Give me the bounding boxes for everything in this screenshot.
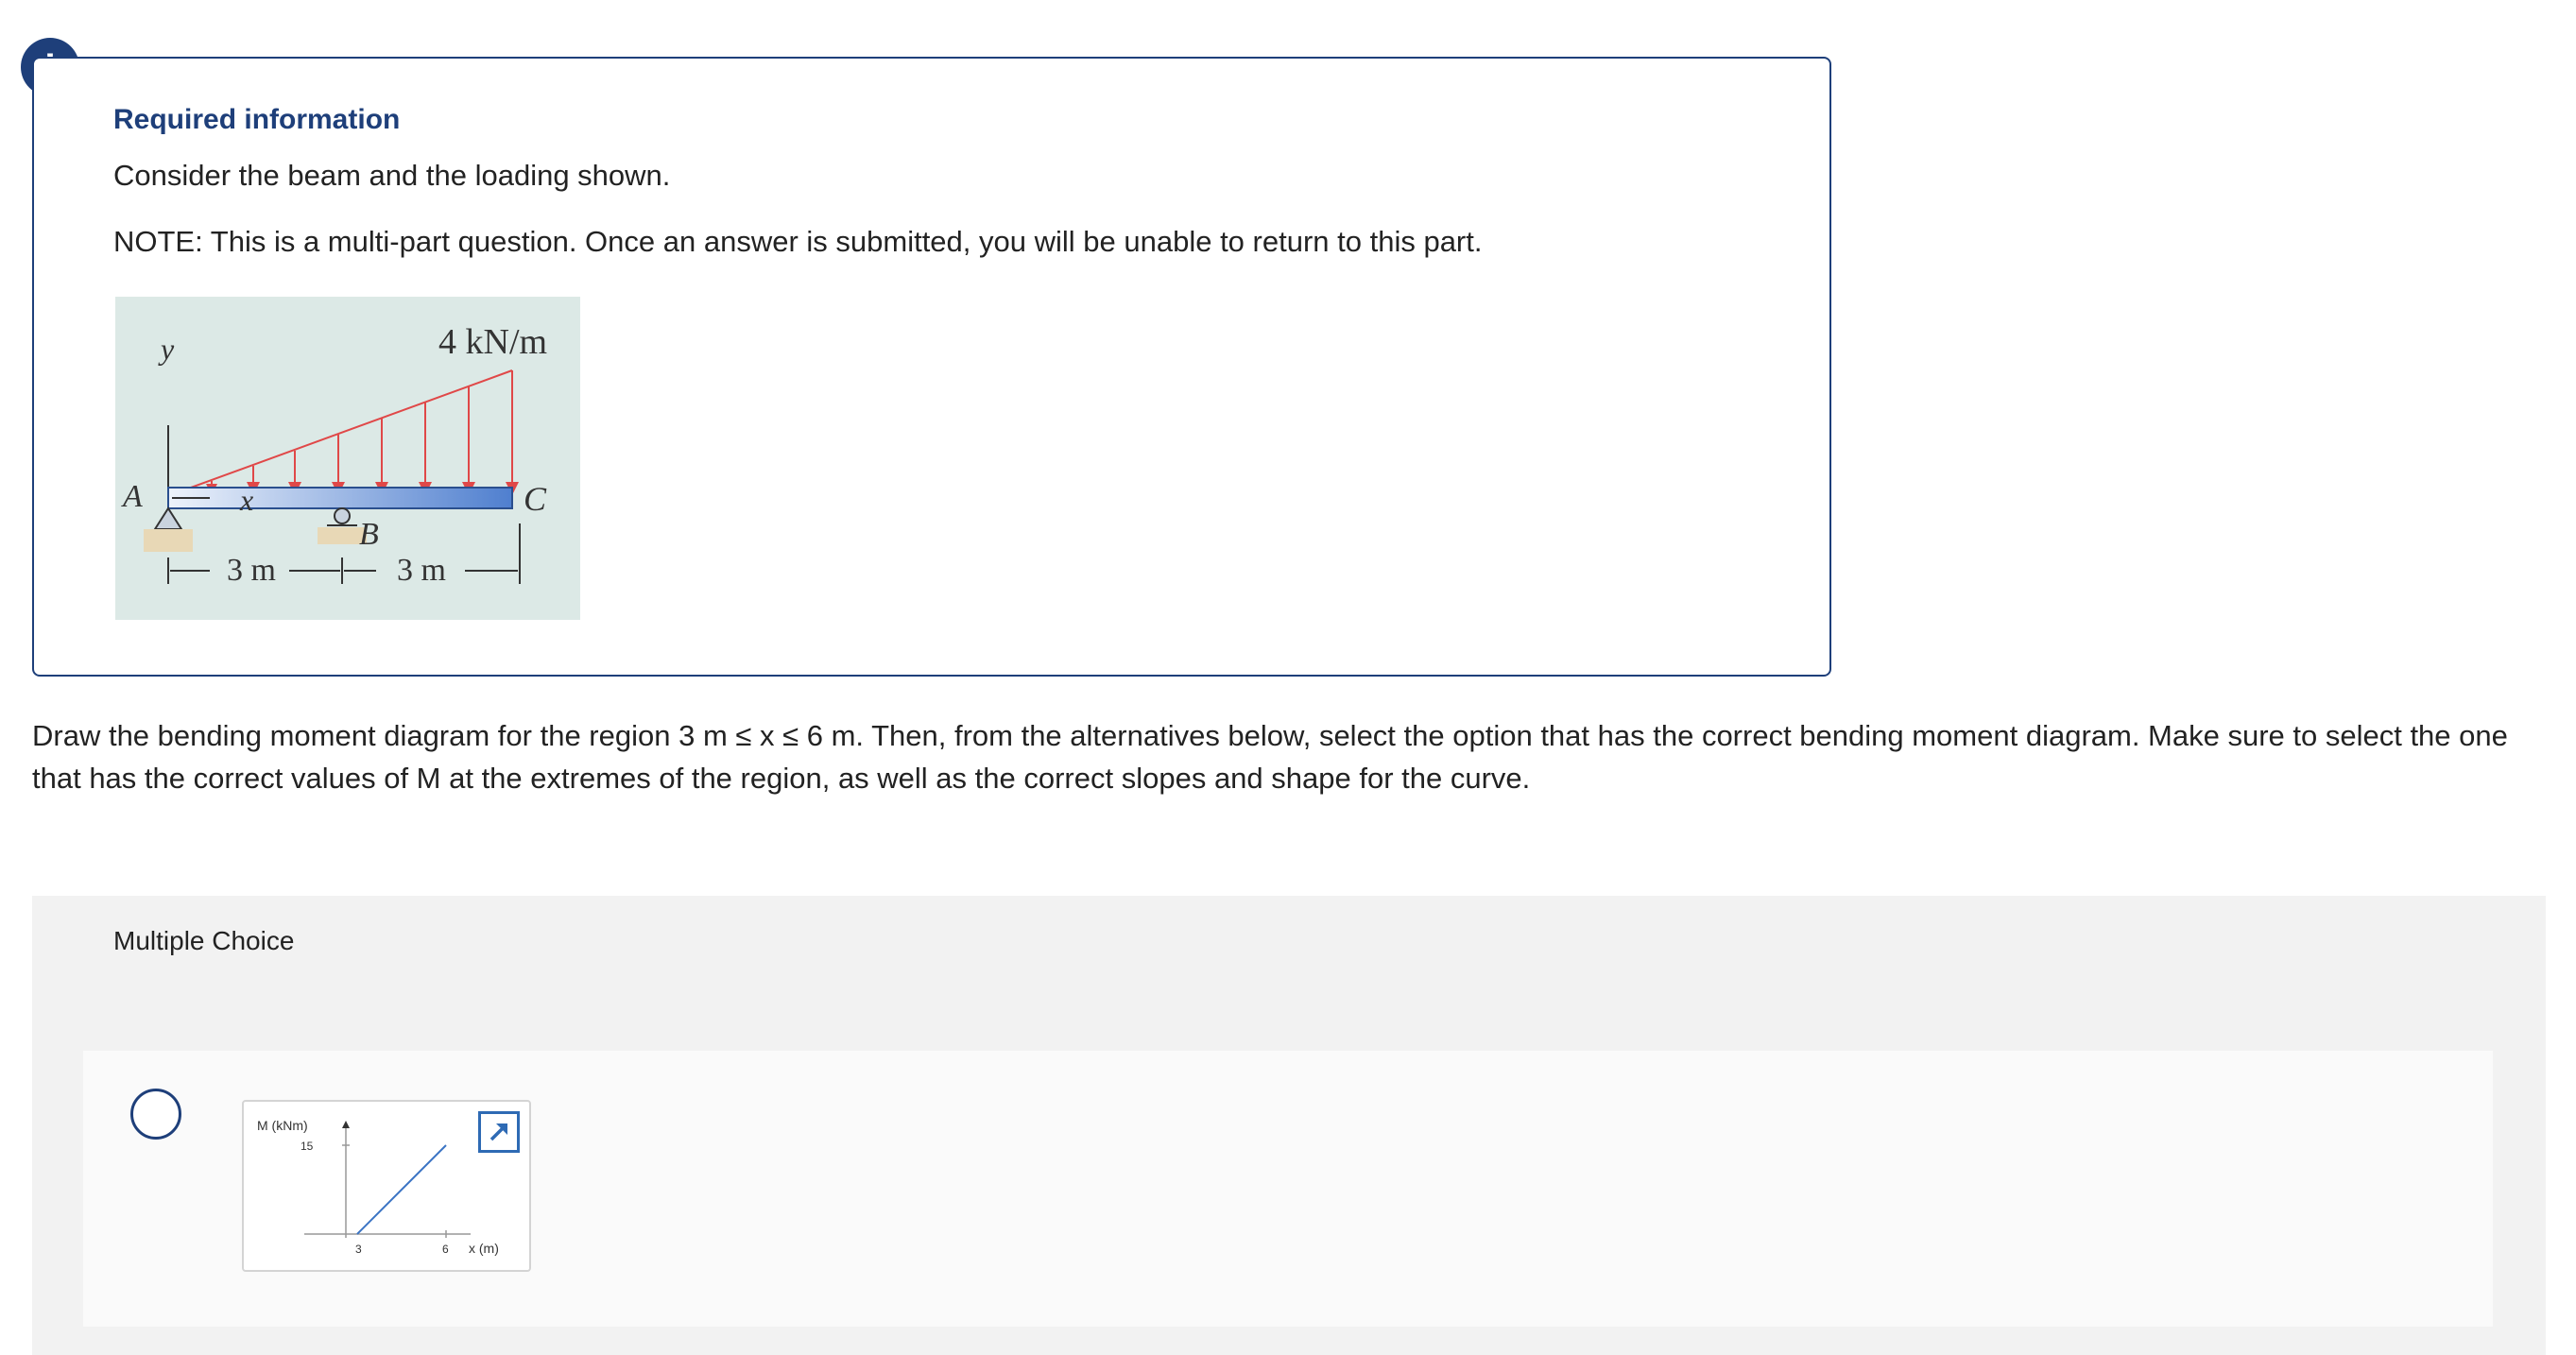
y-axis-arrowhead [342,1121,350,1128]
beam-figure [115,297,580,620]
beam [168,488,512,508]
load-label: 4 kN/m [438,322,548,362]
point-a-label: A [123,479,143,514]
beam-diagram [115,297,580,620]
x-axis-label: x [240,483,254,517]
load-envelope [170,370,512,495]
thumb-x-tick-label-2: 6 [442,1243,449,1256]
dim-left-label: 3 m [227,553,276,588]
moment-curve [357,1145,446,1234]
dim-right-label: 3 m [397,553,446,588]
ground-a [144,529,193,552]
thumb-y-tick-label: 15 [301,1140,314,1153]
info-title: Required information [113,104,401,135]
point-c-label: C [524,480,547,518]
question-text: Draw the bending moment diagram for the region 3 m ≤ x ≤ 6 m. Then, from the alternatives below, select the option that has the correct bending moment diagram. Make sure to select the one that has the correct values of M at the extremes of the region, as well as the correct slopes and shape for the curve. [32,719,2508,795]
thumb-x-tick-label-1: 3 [355,1243,362,1256]
info-note-text: NOTE: This is a multi-part question. Once an answer is submitted, you will be unable to return to this part. [113,225,1483,258]
expand-arrow-glyph [485,1118,513,1146]
multiple-choice-header: Multiple Choice [113,926,295,955]
thumb-x-axis-label: x (m) [469,1241,499,1256]
pin-support-a [155,508,181,529]
info-intro-text: Consider the beam and the loading shown. [113,159,671,192]
thumb-y-axis-label: M (kNm) [257,1118,308,1133]
y-axis-label: y [161,332,175,366]
roller-support-b [335,508,350,523]
choice-radio-button[interactable] [130,1089,181,1140]
expand-arrow-icon[interactable] [478,1111,520,1153]
point-b-label: B [359,517,379,552]
